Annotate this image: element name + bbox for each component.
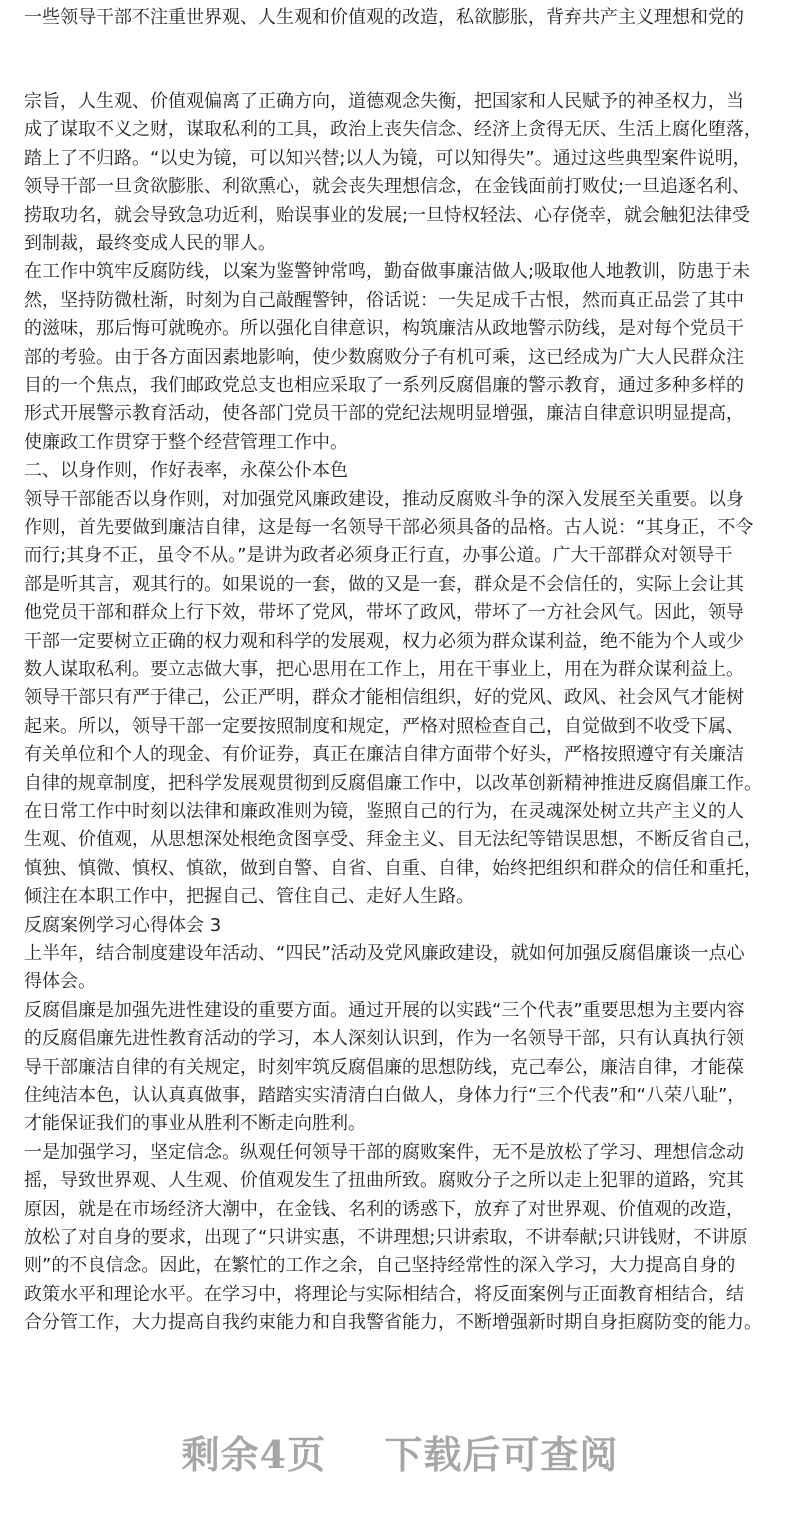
text-line: 踏上了不归路。“以史为镜，可以知兴替;以人为镜，可以知得失”。通过这些典型案件说明， [24,147,751,169]
text-line: 自律的规章制度，把科学发展观贯彻到反腐倡廉工作中，以改革创新精神推进反腐倡廉工作。 [24,772,762,794]
text-line: 一是加强学习，坚定信念。纵观任何领导干部的腐败案件，无不是放松了学习、理想信念动 [24,1141,744,1163]
remaining-pages-label: 剩余4页 [181,1432,327,1477]
text-line: 上半年，结合制度建设年活动、“四民”活动及党风廉政建设，就如何加强反腐倡廉谈一点心 [24,943,745,964]
text-line: 起来。所以，领导干部一定要按照制度和规定，严格对照检查自己，自觉做到不收受下属、 [24,715,744,737]
text-line: 领导干部一旦贪欲膨胀、利欲熏心，就会丧失理想信念，在金钱面前打败仗;一旦追逐名利、 [24,176,751,198]
text-line: 生观、价值观，从思想深处根绝贪图享受、拜金主义、目无法纪等错误思想，不断反省自己， [24,829,762,851]
text-line: 在日常工作中时刻以法律和廉政准则为镜，鉴照自己的行为，在灵魂深处树立共产主义的人 [24,801,744,822]
text-line: 摇，导致世界观、人生观、价值观发生了扭曲所致。腐败分子之所以走上犯罪的道路，究其 [24,1170,744,1192]
text-line: 反腐案例学习心得体会 3 [24,914,222,936]
text-line: 到制裁，最终变成人民的罪人。 [24,233,276,254]
text-line: 住纯洁本色，认认真真做事，踏踏实实清清白白做人，身体力行“三个代表”和“八荣八耻”， [24,1085,746,1106]
text-line: 合分管工作，大力提高自我约束能力和自我警省能力，不断增强新时期自身拒腐防变的能力。 [24,1312,762,1334]
text-line: 一些领导干部不注重世界观、人生观和价值观的改造，私欲膨胀，背弃共产主义理想和党的 [24,7,744,28]
text-line: 捞取功名，就会导致急功近利，贻误事业的发展;一旦恃权轻法、心存侥幸，就会触犯法律受 [24,204,751,226]
text-line: 然，坚持防微杜渐，时刻为自己敲醒警钟，俗话说：一失足成千古恨，然而真正品尝了其中 [24,289,744,311]
download-to-view-label: 下载后可查阅 [384,1432,619,1477]
text-line: 的滋味，那后悔可就晚亦。所以强化自律意识，构筑廉洁从政地警示防线，是对每个党员干 [24,318,744,340]
text-line: 数人谋取私利。要立志做大事，把心思用在工作上，用在干事业上，用在为群众谋利益上。 [24,659,744,680]
text-line: 领导干部能否以身作则，对加强党风廉政建设，推动反腐败斗争的深入发展至关重要。以身 [24,488,744,510]
text-line: 作则，首先要做到廉洁自律，这是每一名领导干部必须具备的品格。古人说：“其身正，不令 [24,517,754,538]
text-line: 在工作中筑牢反腐防线，以案为鉴警钟常鸣，勤奋做事廉洁做人;吸取他人地教训，防患于未 [24,261,751,283]
text-line: 的反腐倡廉先进性教育活动的学习，本人深刻认识到，作为一名领导干部，只有认真执行领 [24,1028,744,1050]
text-line: 政策水平和理论水平。在学习中，将理论与实际相结合，将反面案例与正面教育相结合，结 [24,1283,744,1305]
text-line: 干部一定要树立正确的权力观和科学的发展观，权力必须为群众谋利益，绝不能为个人或少 [24,630,744,652]
text-line: 原因，就是在市场经济大潮中，在金钱、名利的诱惑下，放弃了对世界观、价值观的改造， [24,1198,744,1220]
text-line: 则”的不良信念。因此，在繁忙的工作之余，自己坚持经常性的深入学习，大力提高自身的 [24,1255,736,1277]
text-line: 宗旨，人生观、价值观偏离了正确方向，道德观念失衡，把国家和人民赋予的神圣权力，当 [24,91,744,112]
text-line: 部的考验。由于各方面因素地影响，使少数腐败分子有机可乘，这已经成为广大人民群众注 [24,346,744,368]
text-line: 放松了对自身的要求，出现了“只讲实惠，不讲理想;只讲索取，不讲奉献;只讲钱财，不讲原 [24,1227,748,1248]
text-line: 才能保证我们的事业从胜利不断走向胜利。 [24,1113,366,1135]
text-line: 成了谋取不义之财，谋取私利的工具，政治上丧失信念、经济上贪得无厌、生活上腐化堕落， [24,119,762,141]
text-line: 反腐倡廉是加强先进性建设的重要方面。通过开展的以实践“三个代表”重要思想为主要内容 [24,999,745,1021]
text-line: 而行;其身不正，虽令不从。”是讲为政者必须身正行直，办事公道。广大干部群众对领导干 [24,545,733,567]
text-line: 有关单位和个人的现金、有价证券，真正在廉洁自律方面带个好头，严格按照遵守有关廉洁 [24,744,744,766]
download-prompt[interactable] [0,1424,800,1479]
text-line: 倾注在本职工作中，把握自己、管住自己、走好人生路。 [24,886,474,908]
text-line: 二、以身作则，作好表率，永葆公仆本色 [24,460,348,482]
text-line: 他党员干部和群众上行下效，带坏了党风，带坏了政风，带坏了一方社会风气。因此，领导 [24,602,744,624]
text-line: 使廉政工作贯穿于整个经营管理工作中。 [24,431,348,453]
text-line: 得体会。 [24,971,96,993]
text-line: 导干部廉洁自律的有关规定，时刻牢筑反腐倡廉的思想防线，克己奉公，廉洁自律，才能葆 [24,1056,744,1078]
text-line: 形式开展警示教育活动，使各部门党员干部的党纪法规明显增强，廉洁自律意识明显提高， [24,403,744,425]
text-line: 领导干部只有严于律己，公正严明，群众才能相信组织，好的党风、政风、社会风气才能树 [24,687,744,709]
text-line: 目的一个焦点，我们邮政党总支也相应采取了一系列反腐倡廉的警示教育，通过多种多样的 [24,375,744,396]
text-line: 部是听其言，观其行的。如果说的一套，做的又是一套，群众是不会信任的，实际上会让其 [24,573,744,595]
text-line: 慎独、慎微、慎权、慎欲，做到自警、自省、自重、自律，始终把组织和群众的信任和重托， [24,857,762,879]
